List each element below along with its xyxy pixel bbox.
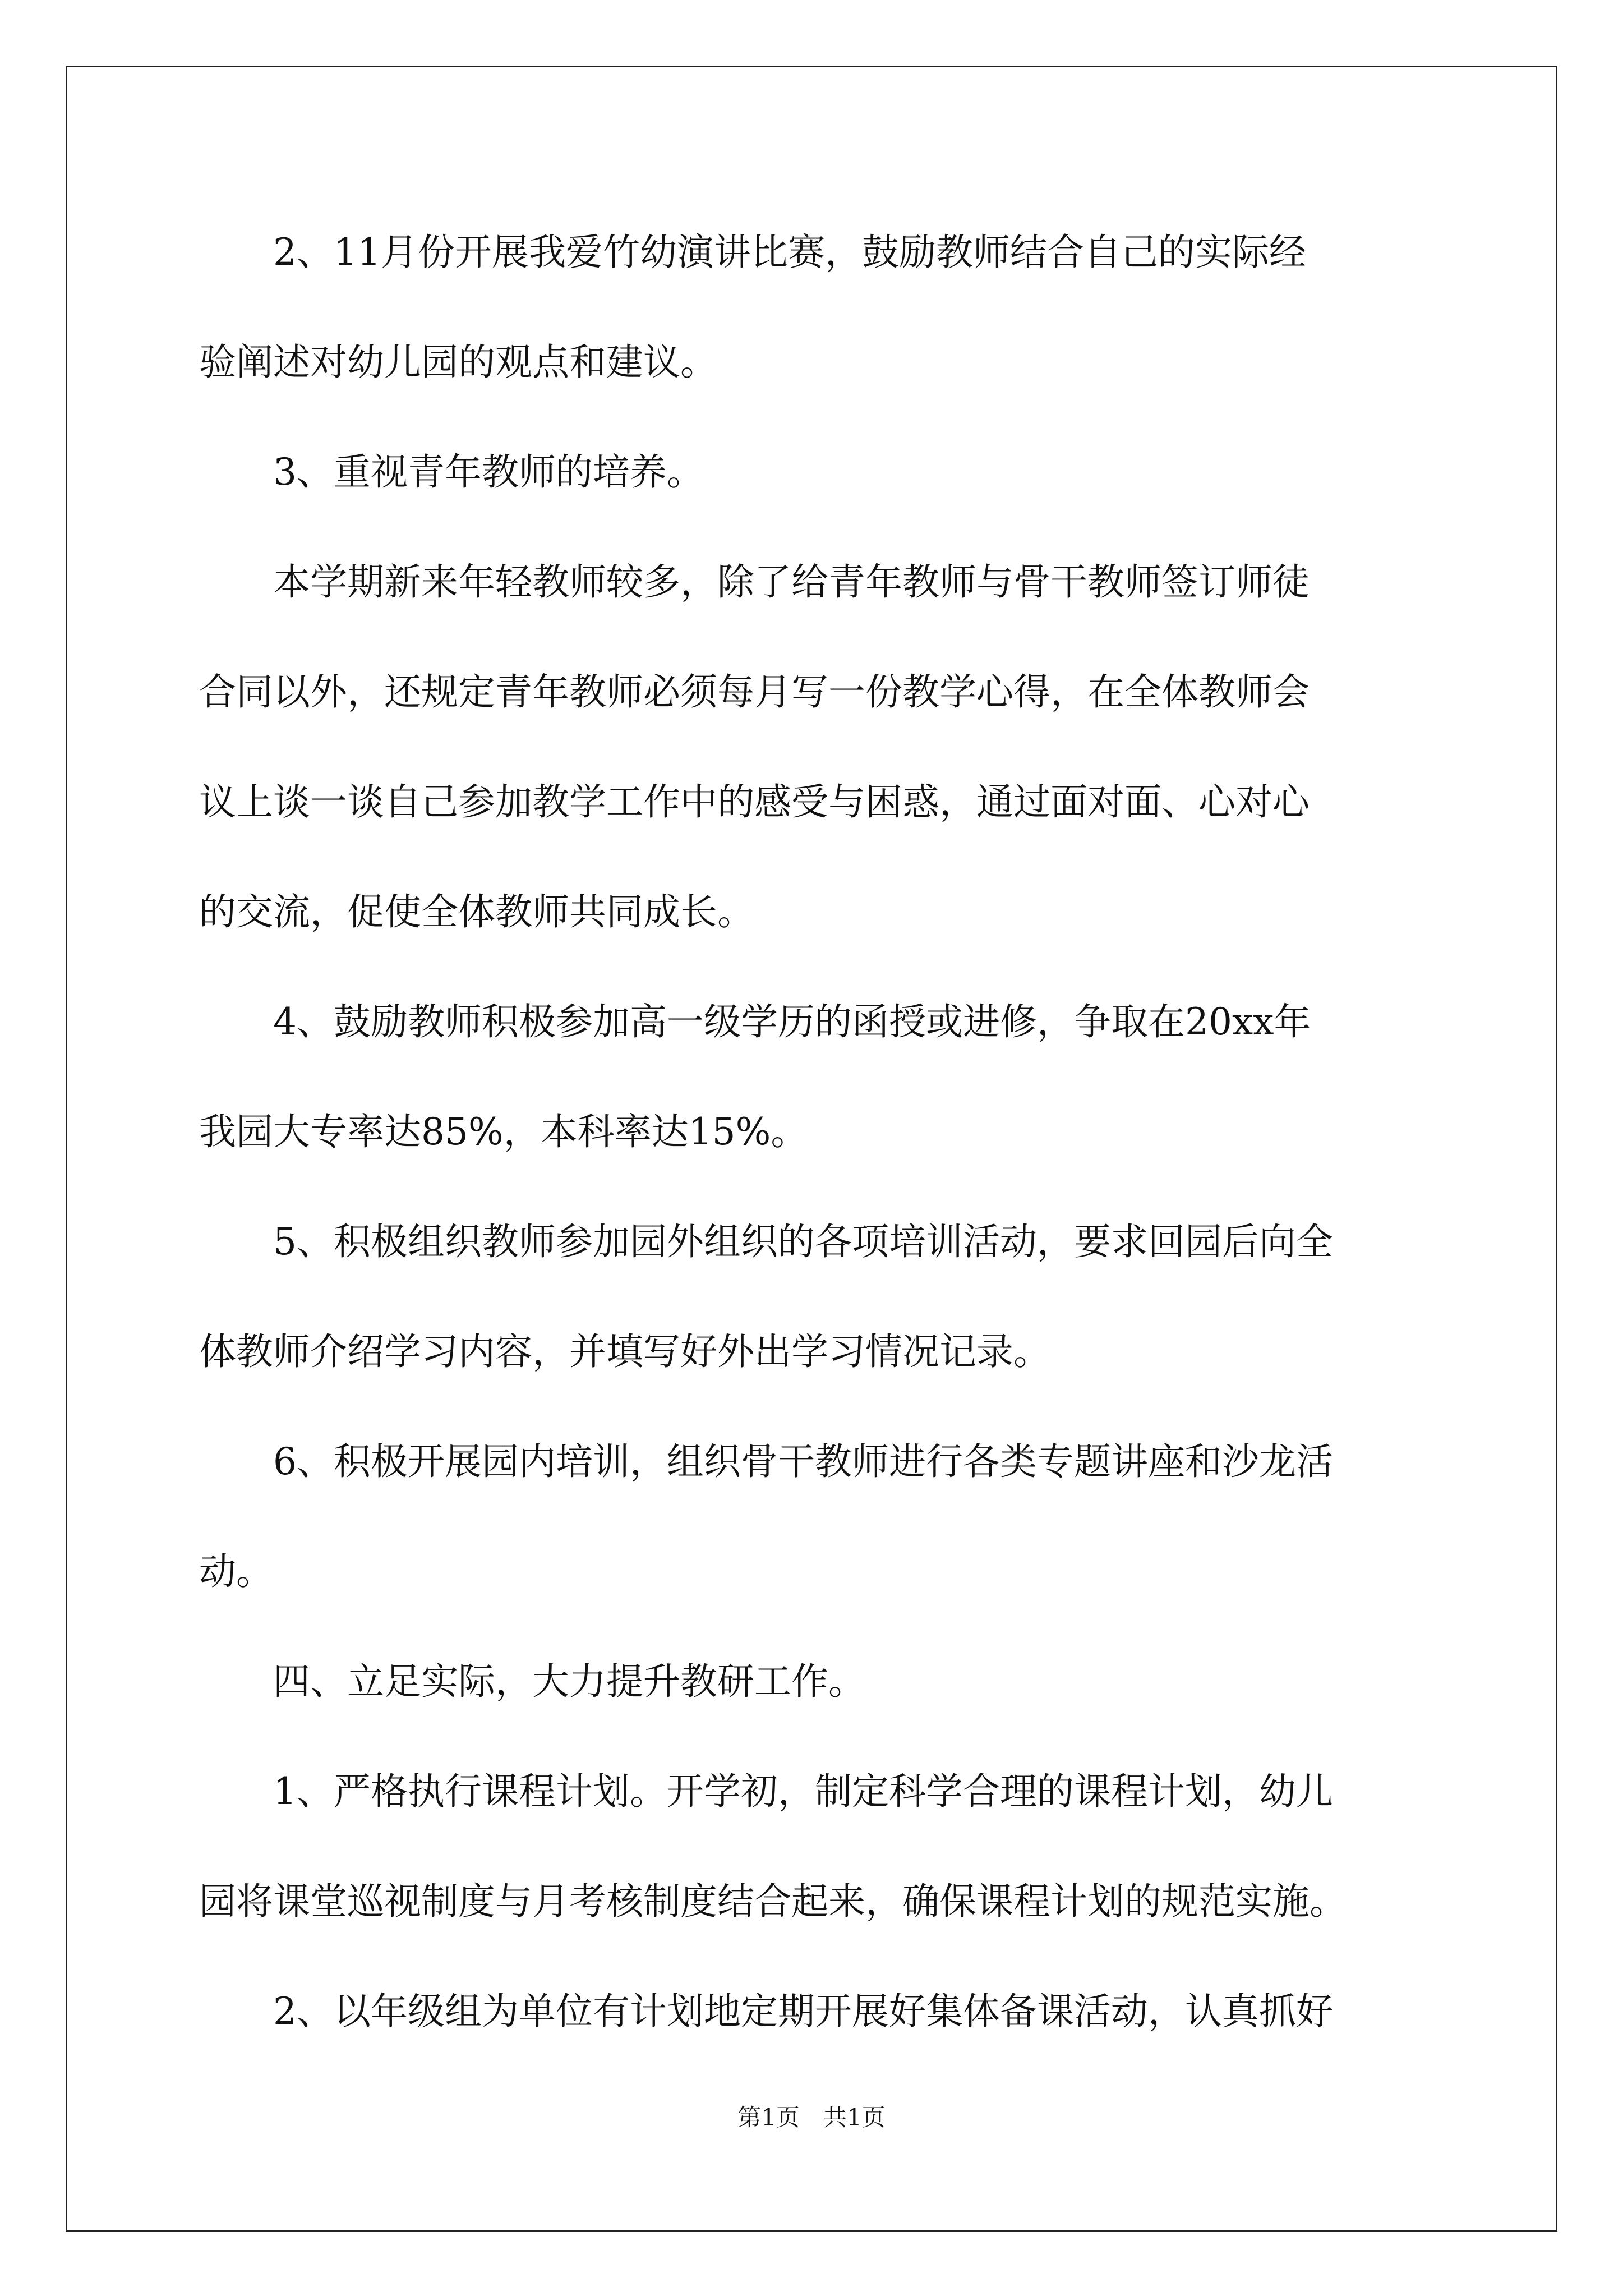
paragraph-item-6-line-1: 6、积极开展园内培训，组织骨干教师进行各类专题讲座和沙龙活 [199, 1440, 1333, 1483]
paragraph-lesson-prep-line-1: 2、以年级组为单位有计划地定期开展好集体备课活动，认真抓好 [199, 1990, 1333, 2033]
page-footer: 第1页 共1页 [737, 2104, 886, 2131]
paragraph-young-teachers-line-2: 合同以外，还规定青年教师必须每月写一份教学心得，在全体教师会 [199, 670, 1310, 714]
paragraph-young-teachers-line-1: 本学期新来年轻教师较多，除了给青年教师与骨干教师签订师徒 [199, 560, 1310, 604]
paragraph-item-3: 3、重视青年教师的培养。 [199, 450, 704, 494]
paragraph-item-2-line-2: 验阐述对幼儿园的观点和建议。 [199, 341, 717, 384]
paragraph-curriculum-line-1: 1、严格执行课程计划。开学初，制定科学合理的课程计划，幼儿 [199, 1770, 1333, 1813]
paragraph-item-5-line-2: 体教师介绍学习内容，并填写好外出学习情况记录。 [199, 1330, 1050, 1373]
paragraph-young-teachers-line-3: 议上谈一谈自己参加教学工作中的感受与困惑，通过面对面、心对心 [199, 780, 1310, 823]
section-heading-4: 四、立足实际，大力提升教研工作。 [199, 1660, 865, 1703]
paragraph-young-teachers-line-4: 的交流，促使全体教师共同成长。 [199, 890, 754, 933]
paragraph-item-5-line-1: 5、积极组织教师参加园外组织的各项培训活动，要求回园后向全 [199, 1220, 1333, 1263]
paragraph-item-4-line-2: 我园大专率达85%，本科率达15%。 [199, 1110, 808, 1153]
paragraph-item-4-line-1: 4、鼓励教师积极参加高一级学历的函授或进修，争取在20xx年 [199, 1000, 1311, 1043]
paragraph-item-2-line-1: 2、11月份开展我爱竹幼演讲比赛，鼓励教师结合自己的实际经 [199, 231, 1306, 274]
paragraph-curriculum-line-2: 园将课堂巡视制度与月考核制度结合起来，确保课程计划的规范实施。 [199, 1880, 1347, 1923]
paragraph-item-6-line-2: 动。 [199, 1550, 273, 1593]
